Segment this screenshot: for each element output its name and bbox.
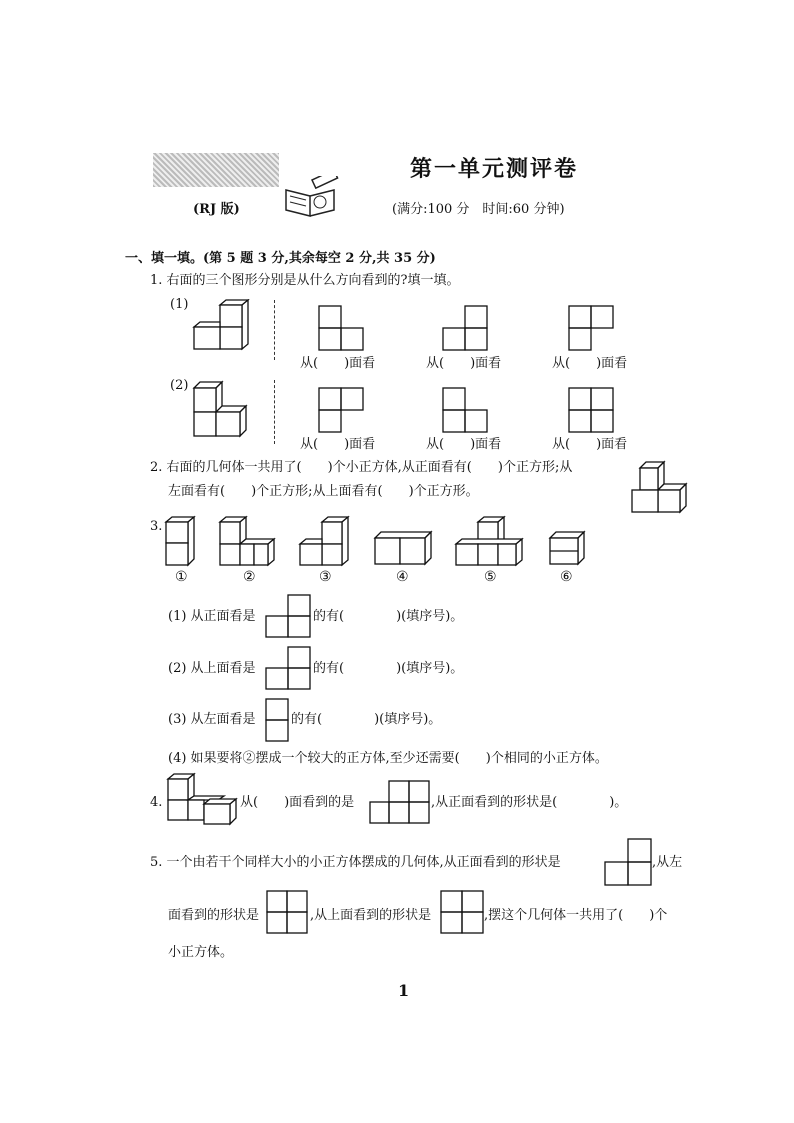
q5-line3: 小正方体。 <box>168 945 234 960</box>
q4-view-shape <box>369 780 431 824</box>
q3-figure-5 <box>454 515 524 567</box>
q3-label: 3. <box>150 519 163 534</box>
q3-figure-6 <box>548 530 588 566</box>
q1-blank[interactable]: 从( )面看 <box>300 437 376 452</box>
q1-row2-label: (2) <box>170 378 189 393</box>
q3-s1-blank[interactable]: 的有( )(填序号)。 <box>313 609 464 624</box>
q5-front-view-shape <box>604 838 652 886</box>
q3-s3-text: (3) 从左面看是 <box>168 712 256 727</box>
q1-view-2c <box>568 387 614 433</box>
q1-view-1b <box>442 305 488 351</box>
q3-figure-3 <box>298 515 350 567</box>
q3-s1-shape <box>265 594 311 638</box>
exam-title: 第一单元测评卷 <box>410 156 579 182</box>
q3-s2-text: (2) 从上面看是 <box>168 661 256 676</box>
q2-line1: 2. 右面的几何体一共用了( )个小正方体,从正面看有( )个正方形;从 <box>150 460 573 475</box>
q1-blank[interactable]: 从( )面看 <box>426 356 502 371</box>
q1-blank[interactable]: 从( )面看 <box>552 437 628 452</box>
page-number: 1 <box>398 981 410 1000</box>
q1-3d-figure-2 <box>190 380 252 438</box>
q1-blank[interactable]: 从( )面看 <box>552 356 628 371</box>
exam-meta: (满分:100 分 时间:60 分钟) <box>392 202 565 217</box>
q1-view-1c <box>568 305 614 351</box>
q3-s3-shape <box>265 698 289 742</box>
q3-index-1: ① <box>175 569 188 585</box>
q3-s2-shape <box>265 646 311 690</box>
q3-index-4: ④ <box>396 569 409 585</box>
q5-line2-c[interactable]: ,摆这个几何体一共用了( )个 <box>484 908 668 923</box>
q5-top-view-shape <box>440 890 484 934</box>
q3-index-3: ③ <box>319 569 332 585</box>
q3-s1-text: (1) 从正面看是 <box>168 609 256 624</box>
divider-dashed <box>274 380 275 444</box>
q3-figure-2 <box>218 515 278 567</box>
q5-line2-b: ,从上面看到的形状是 <box>310 908 432 923</box>
q3-index-6: ⑥ <box>560 569 573 585</box>
q4-3d-figure <box>164 772 238 826</box>
q3-s2-blank[interactable]: 的有( )(填序号)。 <box>313 661 464 676</box>
q5-line1: 5. 一个由若干个同样大小的小正方体摆成的几何体,从正面看到的形状是 <box>150 855 561 870</box>
divider-dashed <box>274 300 275 360</box>
q5-line1-end: ,从左 <box>652 855 683 870</box>
section-heading: 一、填一填。(第 5 题 3 分,其余每空 2 分,共 35 分) <box>125 251 436 266</box>
q1-prompt: 1. 右面的三个图形分别是从什么方向看到的?填一填。 <box>150 273 460 288</box>
q1-view-2b <box>442 387 488 433</box>
q1-row1-label: (1) <box>170 297 189 312</box>
q3-s3-blank[interactable]: 的有( )(填序号)。 <box>291 712 442 727</box>
q1-blank[interactable]: 从( )面看 <box>300 356 376 371</box>
q3-index-2: ② <box>243 569 256 585</box>
book-telescope-illustration-icon <box>282 176 344 218</box>
q3-figure-4 <box>373 530 435 566</box>
q3-figure-1 <box>164 515 196 567</box>
q5-line2-a: 面看到的形状是 <box>168 908 260 923</box>
q1-3d-figure-1 <box>190 299 252 355</box>
edition-label: (RJ 版) <box>193 202 240 217</box>
decorative-banner <box>153 153 279 187</box>
q1-view-1a <box>318 305 364 351</box>
q3-index-5: ⑤ <box>484 569 497 585</box>
q5-left-view-shape <box>266 890 308 934</box>
q2-line2: 左面看有( )个正方形;从上面看有( )个正方形。 <box>168 484 479 499</box>
q1-blank[interactable]: 从( )面看 <box>426 437 502 452</box>
q3-s4-text: (4) 如果要将②摆成一个较大的正方体,至少还需要( )个相同的小正方体。 <box>168 751 608 766</box>
q4-label: 4. <box>150 795 163 810</box>
q4-text-b[interactable]: ,从正面看到的形状是( )。 <box>431 795 628 810</box>
q4-text-a[interactable]: 从( )面看到的是 <box>240 795 355 810</box>
q2-3d-figure <box>630 460 690 516</box>
q1-view-2a <box>318 387 364 433</box>
